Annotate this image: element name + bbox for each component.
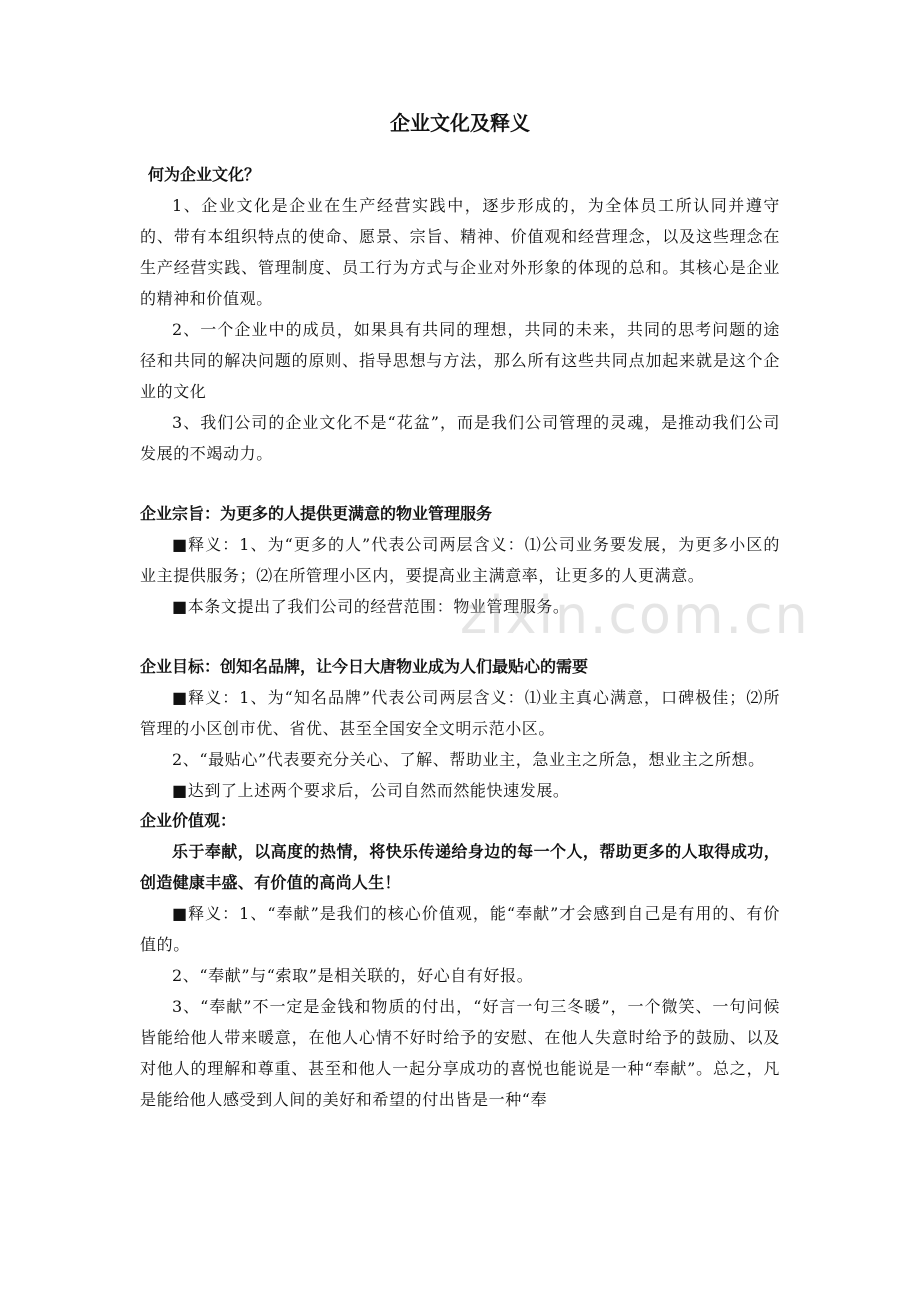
section-heading: 企业价值观： (140, 811, 237, 830)
page-title: 企业文化及释义 (390, 111, 530, 135)
paragraph: 2、“最贴心”代表要充分关心、了解、帮助业主，急业主之所急，想业主之所想。 (172, 750, 765, 769)
paragraph: ■释义：1、“奉献”是我们的核心价值观，能“奉献”才会感到自己是有用的、有价值的。 (140, 904, 780, 954)
paragraph: 2、“奉献”与“索取”是相关联的，好心自有好报。 (172, 966, 534, 985)
paragraph: 1、企业文化是企业在生产经营实践中，逐步形成的，为全体员工所认同并遵守的、带有本组织特点的使命、愿景、宗旨、精神、价值观和经营理念，以及这些理念在生产经营实践、管理制度、员工行为方式与企业对外形象的体现的总和。其核心是企业的精神和价值观。 (140, 196, 780, 308)
paragraph: 3、“奉献”不一定是金钱和物质的付出，“好言一句三冬暖”，一个微笑、一句问候皆能给他人带来暖意，在他人心情不好时给予的安慰、在他人失意时给予的鼓励、以及对他人的理解和尊重、甚至和他人一起分享成功的喜悦也能说是一种“奉献”。总之，凡是能给他人感受到人间的美好和希望的付出皆是一种“奉 (140, 997, 780, 1109)
spacer (140, 469, 780, 499)
paragraph: ■释义：1、为“知名品牌”代表公司两层含义：⑴业主真心满意，口碑极佳；⑵所管理的小区创市优、省优、甚至全国安全文明示范小区。 (140, 688, 780, 738)
paragraph: ■释义：1、为“更多的人”代表公司两层含义：⑴公司业务要发展，为更多小区的业主提供服务；⑵在所管理小区内，要提高业主满意率，让更多的人更满意。 (140, 535, 780, 585)
paragraph: 3、我们公司的企业文化不是“花盆”，而是我们公司管理的灵魂，是推动我们公司发展的不竭动力。 (140, 413, 780, 463)
section-purpose (140, 499, 780, 622)
watermark: zixin.com.cn (460, 586, 810, 646)
paragraph: 2、一个企业中的成员，如果具有共同的理想，共同的未来，共同的思考问题的途径和共同的解决问题的原则、指导思想与方法，那么所有这些共同点加起来就是这个企业的文化 (140, 320, 780, 401)
section-heading: 企业宗旨：为更多的人提供更满意的物业管理服务 (140, 504, 493, 523)
section-goal (140, 652, 780, 806)
values-statement: 乐于奉献，以高度的热情，将快乐传递给身边的每一个人，帮助更多的人取得成功，创造健康丰盛、有价值的高尚人生！ (140, 842, 780, 892)
paragraph: ■达到了上述两个要求后，公司自然而然能快速发展。 (172, 781, 570, 800)
paragraph: ■本条文提出了我们公司的经营范围：物业管理服务。 (172, 597, 570, 616)
section-what-is-culture (140, 160, 780, 469)
section-heading: 企业目标：创知名品牌，让今日大唐物业成为人们最贴心的需要 (140, 657, 589, 676)
spacer (140, 622, 780, 652)
section-values (140, 806, 780, 1115)
section-heading: 何为企业文化？ (148, 165, 261, 184)
